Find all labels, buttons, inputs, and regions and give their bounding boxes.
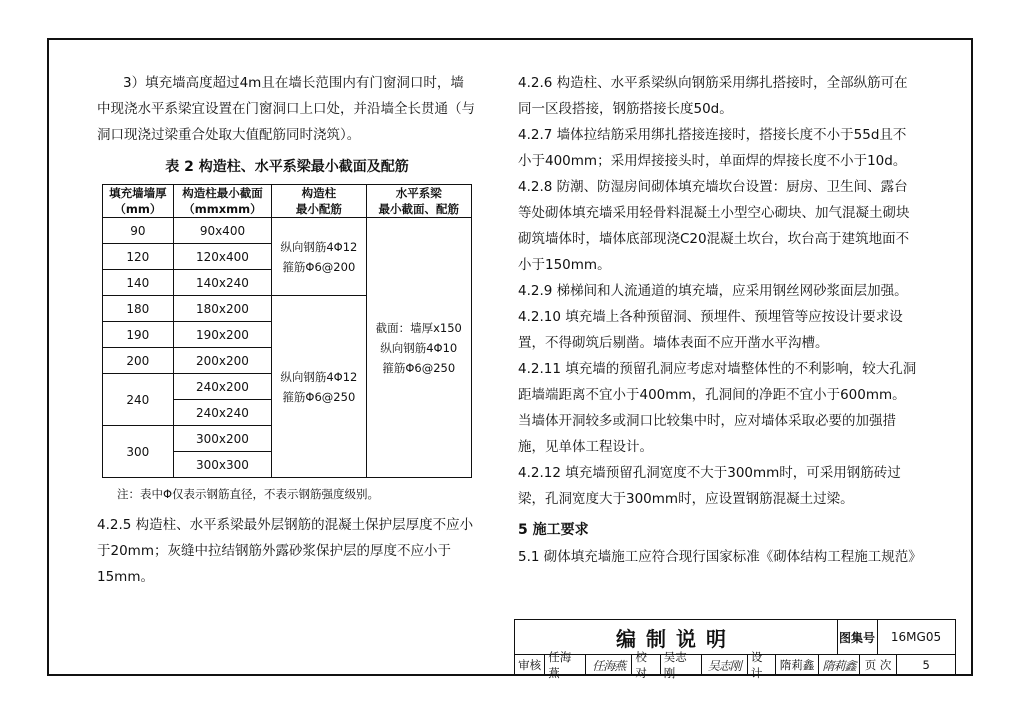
table-cell: 180x200: [173, 296, 272, 322]
table-cell: 120: [103, 244, 174, 270]
table-cell: 190: [103, 322, 174, 348]
table-cell: 90: [103, 218, 174, 244]
para-4-2-9: 4.2.9 梯梯间和人流通道的填充墙，应采用钢丝网砂浆面层加强。: [518, 283, 908, 299]
table-cell: 300x200: [173, 426, 272, 452]
reviewer-signature: 任海燕: [586, 654, 632, 676]
reviewer-name: 任海燕: [545, 654, 586, 676]
para-4-2-11: 4.2.11 填充墙的预留孔洞应考虑对墙整体性的不利影响，较大孔洞距墙端距离不宜小于400mm，孔洞间的净距不宜小于600mm。当墙体开洞较多或洞口比较集中时，应对墙体采取必要的加强措施，见单体工程设计。: [518, 361, 917, 455]
header-column-section: 构造柱最小截面 （mmxmm）: [173, 185, 272, 218]
para-4-2-5: 4.2.5 构造柱、水平系梁最外层钢筋的混凝土保护层厚度不应小于20mm；灰缝中拉结钢筋外露砂浆保护层的厚度不应小于15mm。: [97, 517, 474, 585]
spec-table: [102, 184, 472, 478]
table-cell: 300x300: [173, 452, 272, 478]
right-column: [518, 70, 922, 570]
atlas-label: 图集号: [837, 620, 878, 654]
left-column: [97, 70, 477, 590]
table-cell: 240: [103, 374, 174, 426]
beam-spec: 截面：墙厚x150 纵向钢筋4Φ10 箍筋Φ6@250: [366, 218, 472, 478]
table-title: 表 2 构造柱、水平系梁最小截面及配筋: [165, 159, 409, 175]
title-block-title: 编制说明: [515, 620, 838, 654]
para-intro: 3）填充墙高度超过4m且在墙长范围内有门窗洞口时，墙中现浇水平系梁宜设置在门窗洞口上口处，并沿墙全长贯通（与洞口现浇过梁重合处取大值配筋同时浇筑）。: [97, 75, 475, 143]
para-4-2-12: 4.2.12 填充墙预留孔洞宽度不大于300mm时，可采用钢筋砖过梁，孔洞宽度大于300mm时，应设置钢筋混凝土过梁。: [518, 465, 901, 507]
rebar-group-1: 纵向钢筋4Φ12 箍筋Φ6@200: [272, 218, 366, 296]
para-5-1: 5.1 砌体填充墙施工应符合现行国家标准《砌体结构工程施工规范》: [518, 549, 922, 565]
design-label: 设计: [748, 654, 776, 676]
table-cell: 140: [103, 270, 174, 296]
table-cell: 90x400: [173, 218, 272, 244]
page-number: 5: [922, 658, 930, 672]
header-beam: 水平系梁 最小截面、配筋: [366, 185, 472, 218]
table-cell: 180: [103, 296, 174, 322]
checker-signature: 吴志刚: [702, 654, 748, 676]
designer-signature: 隋莉鑫: [819, 654, 860, 676]
table-cell: 240x240: [173, 400, 272, 426]
page-label: 页 次: [860, 654, 897, 676]
table-cell: 140x240: [173, 270, 272, 296]
atlas-number: 16MG05: [890, 630, 942, 644]
table-cell: 200x200: [173, 348, 272, 374]
table-cell: 240x200: [173, 374, 272, 400]
check-label: 校对: [632, 654, 660, 676]
para-4-2-10: 4.2.10 填充墙上各种预留洞、预埋件、预埋管等应按设计要求设置，不得砌筑后剔凿。墙体表面不应开凿水平沟槽。: [518, 309, 903, 351]
table-cell: 300: [103, 426, 174, 478]
para-4-2-7: 4.2.7 墙体拉结筋采用绑扎搭接连接时，搭接长度不小于55d且不小于400mm；采用焊接接头时，单面焊的焊接长度不小于10d。: [518, 127, 907, 169]
signature-row: [515, 650, 955, 680]
header-wall-thickness: 填充墙墙厚 （mm）: [103, 185, 174, 218]
title-block: [514, 619, 956, 680]
para-4-2-6: 4.2.6 构造柱、水平系梁纵向钢筋采用绑扎搭接时，全部纵筋可在同一区段搭接，钢筋搭接长度50d。: [518, 75, 908, 117]
designer-name: 隋莉鑫: [776, 654, 819, 676]
checker-name: 吴志刚: [661, 654, 702, 676]
table-cell: 120x400: [173, 244, 272, 270]
review-label: 审核: [515, 654, 545, 676]
table-cell: 190x200: [173, 322, 272, 348]
table-cell: 200: [103, 348, 174, 374]
section-5-title: 5 施工要求: [518, 522, 589, 538]
header-column-rebar: 构造柱 最小配筋: [272, 185, 366, 218]
rebar-group-2: 纵向钢筋4Φ12 箍筋Φ6@250: [272, 296, 366, 478]
table-note: 注：表中Φ仅表示钢筋直径，不表示钢筋强度级别。: [117, 487, 380, 501]
para-4-2-8: 4.2.8 防潮、防湿房间砌体填充墙坎台设置：厨房、卫生间、露台等处砌体填充墙采用轻骨料混凝土小型空心砌块、加气混凝土砌块砌筑墙体时，墙体底部现浇C20混凝土坎台，坎台高于建筑地面不小于150mm。: [518, 179, 910, 273]
